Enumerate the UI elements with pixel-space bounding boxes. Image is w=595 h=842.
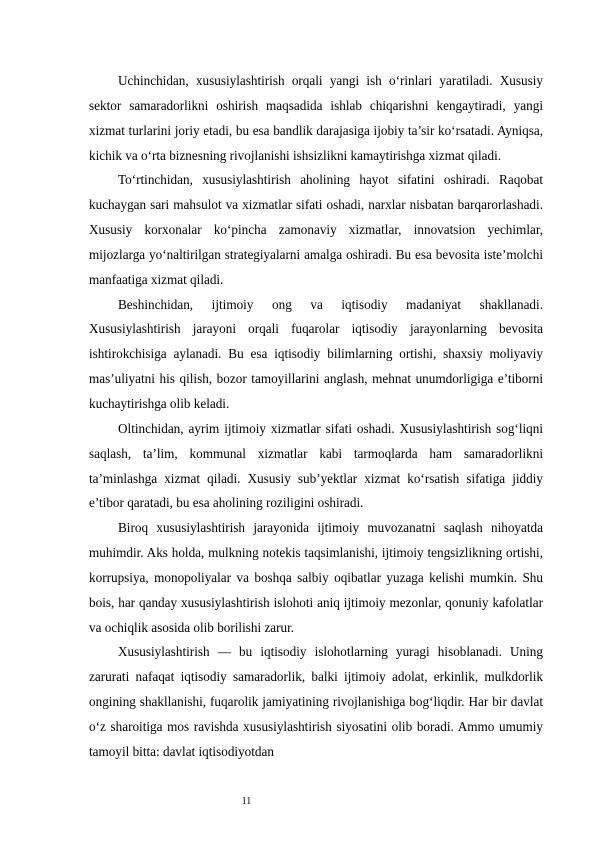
- paragraph-2: To‘rtinchidan, xususiylashtirish aholining hayot sifatini oshiradi. Raqobat kuchaygan sari mahsulot va xizmatlar sifati oshadi, narxlar nisbatan barqarorlashadi. Xususiy korxonalar ko‘pincha zamonaviy xizmatlar, innovatsion yechimlar, mijozlarga yo‘naltirilgan strategiyalarni amalga oshiradi. Bu esa bevosita iste’molchi manfaatiga xizmat qiladi.: [89, 172, 543, 287]
- paragraph-1: Uchinchidan, xususiylashtirish orqali yangi ish o‘rinlari yaratiladi. Xususiy sektor samaradorlikni oshirish maqsadida ishlab chiqarishni kengaytiradi, yangi xizmat turlarini joriy etadi, bu esa bandlik darajasiga ijobiy ta’sir ko‘rsatadi. Ayniqsa, kichik va o‘rta biznesning rivojlanishi ishsizlikni kamaytirishga xizmat qiladi.: [89, 73, 543, 163]
- page-number-footer: [0, 796, 595, 808]
- page-number: 11: [241, 796, 252, 807]
- paragraph-5: Biroq xususiylashtirish jarayonida ijtimoiy muvozanatni saqlash nihoyatda muhimdir. Aks holda, mulkning notekis taqsimlanishi, ijtimoiy tengsizlikning ortishi, korrupsiya, monopoliyalar va boshqa salbiy oqibatlar yuzaga kelishi mumkin. Shu bois, har qanday xususiylashtirish islohoti aniq ijtimoiy mezonlar, qonuniy kafolatlar va ochiqlik asosida olib borilishi zarur.: [89, 520, 543, 635]
- paragraph-3: Beshinchidan, ijtimoiy ong va iqtisodiy madaniyat shakllanadi. Xususiylashtirish jarayoni orqali fuqarolar iqtisodiy jarayonlarning bevosita ishtirokchisiga aylanadi. Bu esa iqtisodiy bilimlarning ortishi, shaxsiy moliyaviy mas’uliyatni his qilish, bozor tamoyillarini anglash, mehnat unumdorligiga e’tiborni kuchaytirishga olib keladi.: [89, 296, 543, 411]
- body-text: [89, 69, 543, 765]
- paragraph-6: Xususiylashtirish — bu iqtisodiy islohotlarning yuragi hisoblanadi. Uning zarurati nafaqat iqtisodiy samaradorlik, balki ijtimoiy adolat, erkinlik, mulkdorlik ongining shakllanishi, fuqarolik jamiyatining rivojlanishiga bog‘liqdir. Har bir davlat o‘z sharoitiga mos ravishda xususiylashtirish siyosatini olib boradi. Ammo umumiy tamoyil bitta: davlat iqtisodiyotdan: [89, 644, 543, 759]
- paragraph-4: Oltinchidan, ayrim ijtimoiy xizmatlar sifati oshadi. Xususiylashtirish sog‘liqni saqlash, ta’lim, kommunal xizmatlar kabi tarmoqlarda ham samaradorlikni ta’minlashga xizmat qiladi. Xususiy sub’yektlar xizmat ko‘rsatish sifatiga jiddiy e’tibor qaratadi, bu esa aholining roziligini oshiradi.: [89, 420, 543, 511]
